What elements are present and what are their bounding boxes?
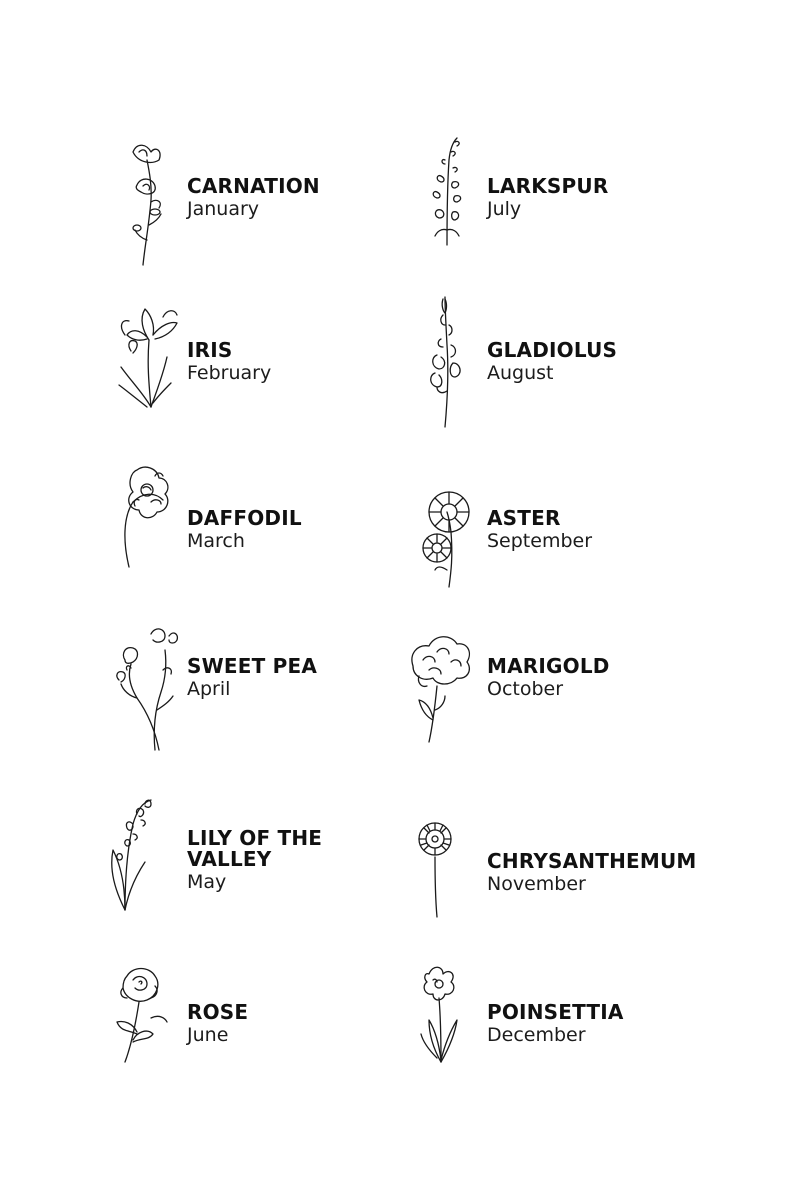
flower-name: ROSE (187, 1000, 249, 1024)
larkspur-icon (407, 130, 487, 270)
flower-name: CHRYSANTHEMUM (487, 849, 697, 873)
flower-month: July (487, 198, 522, 220)
flower-entry-august (407, 295, 747, 435)
flower-name: POINSETTIA (487, 1000, 624, 1024)
lily-of-the-valley-icon (107, 790, 187, 930)
iris-icon (107, 295, 187, 435)
flower-month: January (187, 198, 260, 220)
flower-month: October (487, 678, 564, 700)
flower-month: May (187, 871, 227, 893)
flower-month: December (487, 1024, 586, 1046)
flower-name: IRIS (187, 338, 233, 362)
aster-icon (407, 462, 487, 602)
flower-entry-april (107, 620, 447, 760)
flower-entry-december (407, 962, 747, 1102)
flower-entry-november (407, 815, 747, 955)
flower-name: SWEET PEA (187, 654, 317, 678)
marigold-icon (407, 620, 487, 760)
flower-month: February (187, 362, 272, 384)
flower-entry-september (407, 462, 747, 602)
gladiolus-icon (407, 295, 487, 435)
flower-name: LARKSPUR (487, 174, 609, 198)
flower-entry-may (107, 790, 447, 930)
flower-month: March (187, 530, 245, 552)
flower-month: August (487, 362, 554, 384)
flower-entry-october (407, 620, 747, 760)
flower-name: MARIGOLD (487, 654, 610, 678)
flower-name: CARNATION (187, 174, 320, 198)
flower-entry-january (107, 130, 447, 270)
rose-icon (107, 962, 187, 1102)
flower-name: LILY OF THE VALLEY (187, 826, 323, 871)
flower-name: DAFFODIL (187, 506, 302, 530)
chrysanthemum-icon (407, 815, 487, 955)
flower-month: April (187, 678, 231, 700)
flower-month: November (487, 873, 586, 895)
flower-name: GLADIOLUS (487, 338, 618, 362)
flower-entry-february (107, 295, 447, 435)
carnation-icon (107, 130, 187, 270)
daffodil-icon (107, 462, 187, 602)
flower-entry-june (107, 962, 447, 1102)
sweet-pea-icon (107, 620, 187, 760)
flower-month: September (487, 530, 593, 552)
flower-name: ASTER (487, 506, 561, 530)
flower-month: June (187, 1024, 229, 1046)
poinsettia-icon (407, 962, 487, 1102)
flower-entry-march (107, 462, 447, 602)
flower-entry-july (407, 130, 747, 270)
